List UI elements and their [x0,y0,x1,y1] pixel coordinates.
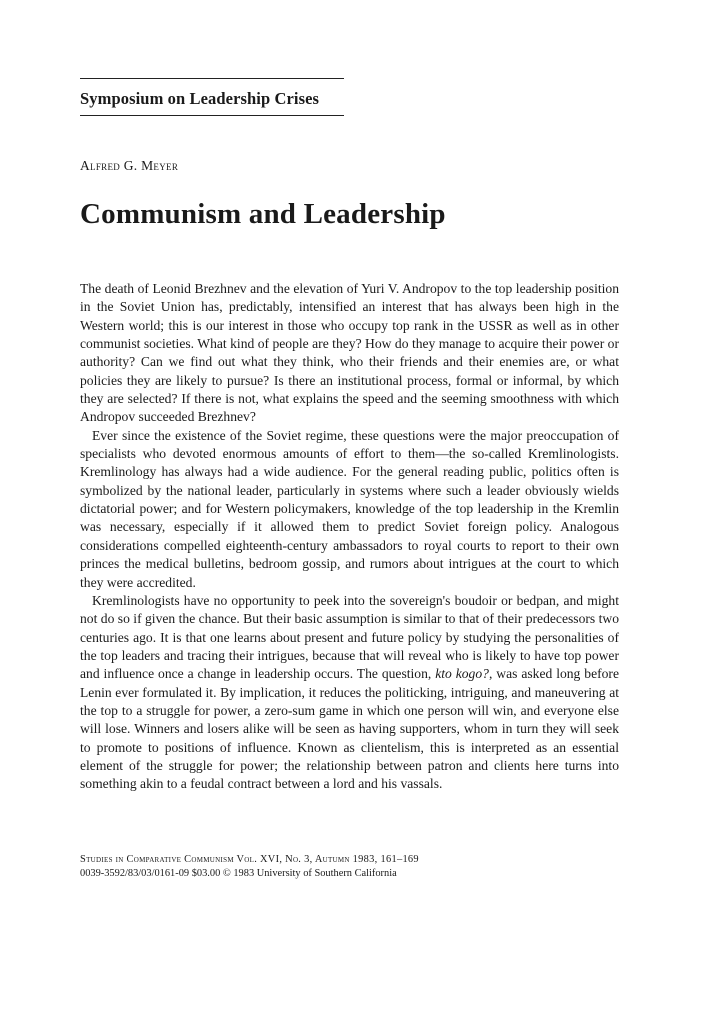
header-rule-bottom [80,115,344,116]
copyright-line: 0039-3592/83/03/0161-09 $03.00 © 1983 University of Southern California [80,868,397,879]
journal-name: Studies in Comparative Communism [80,854,234,865]
citation-line [80,853,620,867]
italic-phrase: kto kogo? [435,666,489,682]
paragraph-text: Kremlinologists have no opportunity to peek into the sovereign's boudoir or bedpan, and might not do so if given the chance. But their basic assumption is similar to that of their predecessors two centuries ago. It is that one learns about present and future policy by studying the personalities of the top leaders and tracing their intrigues, because that will reveal who is likely to have top power and influence once a change in leadership occurs. The question, [80,592,619,682]
paragraph-2 [80,427,619,592]
article-title: Communism and Leadership [80,198,446,230]
paragraph-text: , was asked long before Lenin ever formulated it. By implication, it reduces the politicking, intriguing, and maneuvering at the top to a struggle for power, a zero-sum game in which one person will win, and everyone else will lose. Winners and losers alike will be seen as having supporters, whom in turn they will seek to promote to positions of influence. Known as clientelism, this is interpreted as an essential element of the struggle for power; the relationship between patron and clients here turns into something akin to a feudal contract between a lord and his vassals. [80,666,619,792]
citation-footer [80,853,620,881]
author-name: Alfred G. Meyer [80,158,179,173]
journal-volume: Vol. XVI, No. 3, Autumn 1983, 161–169 [236,854,419,865]
paragraph-text: The death of Leonid Brezhnev and the elevation of Yuri V. Andropov to the top leadership position in the Soviet Union has, predictably, intensified an interest that has always been high in the Western world; this is our interest in those who occupy top rank in the USSR as well as in other communist societies. What kind of people are they? How do they manage to acquire their power or authority? Can we find out what they think, who their friends and their enemies are, or what policies they are likely to pursue? Is there an institutional process, formal or informal, by which they are selected? If there is not, what explains the speed and the seeming smoothness with which Andropov succeeded Brezhnev? [80,281,619,425]
section-title: Symposium on Leadership Crises [80,89,320,108]
paragraph-3 [80,592,619,794]
header-rule-top [80,78,344,79]
paragraph-1 [80,280,619,427]
article-body [80,280,619,794]
paragraph-text: Ever since the existence of the Soviet regime, these questions were the major preoccupation of specialists who devoted enormous amounts of effort to them—the so-called Kremlinologists. Kremlinology has always had a wide audience. For the general reading public, politics often is symbolized by the national leader, particularly in systems where such a leader obviously wields dictatorial power; and for Western policymakers, knowledge of the top leadership in the Kremlin was necessary, especially if it allowed them to predict Soviet foreign policy. Analogous considerations compelled eighteenth-century ambassadors to royal courts to report to their own princes the medical bulletins, bedroom gossip, and rumors about intrigues at the court to which they were accredited. [80,427,619,590]
